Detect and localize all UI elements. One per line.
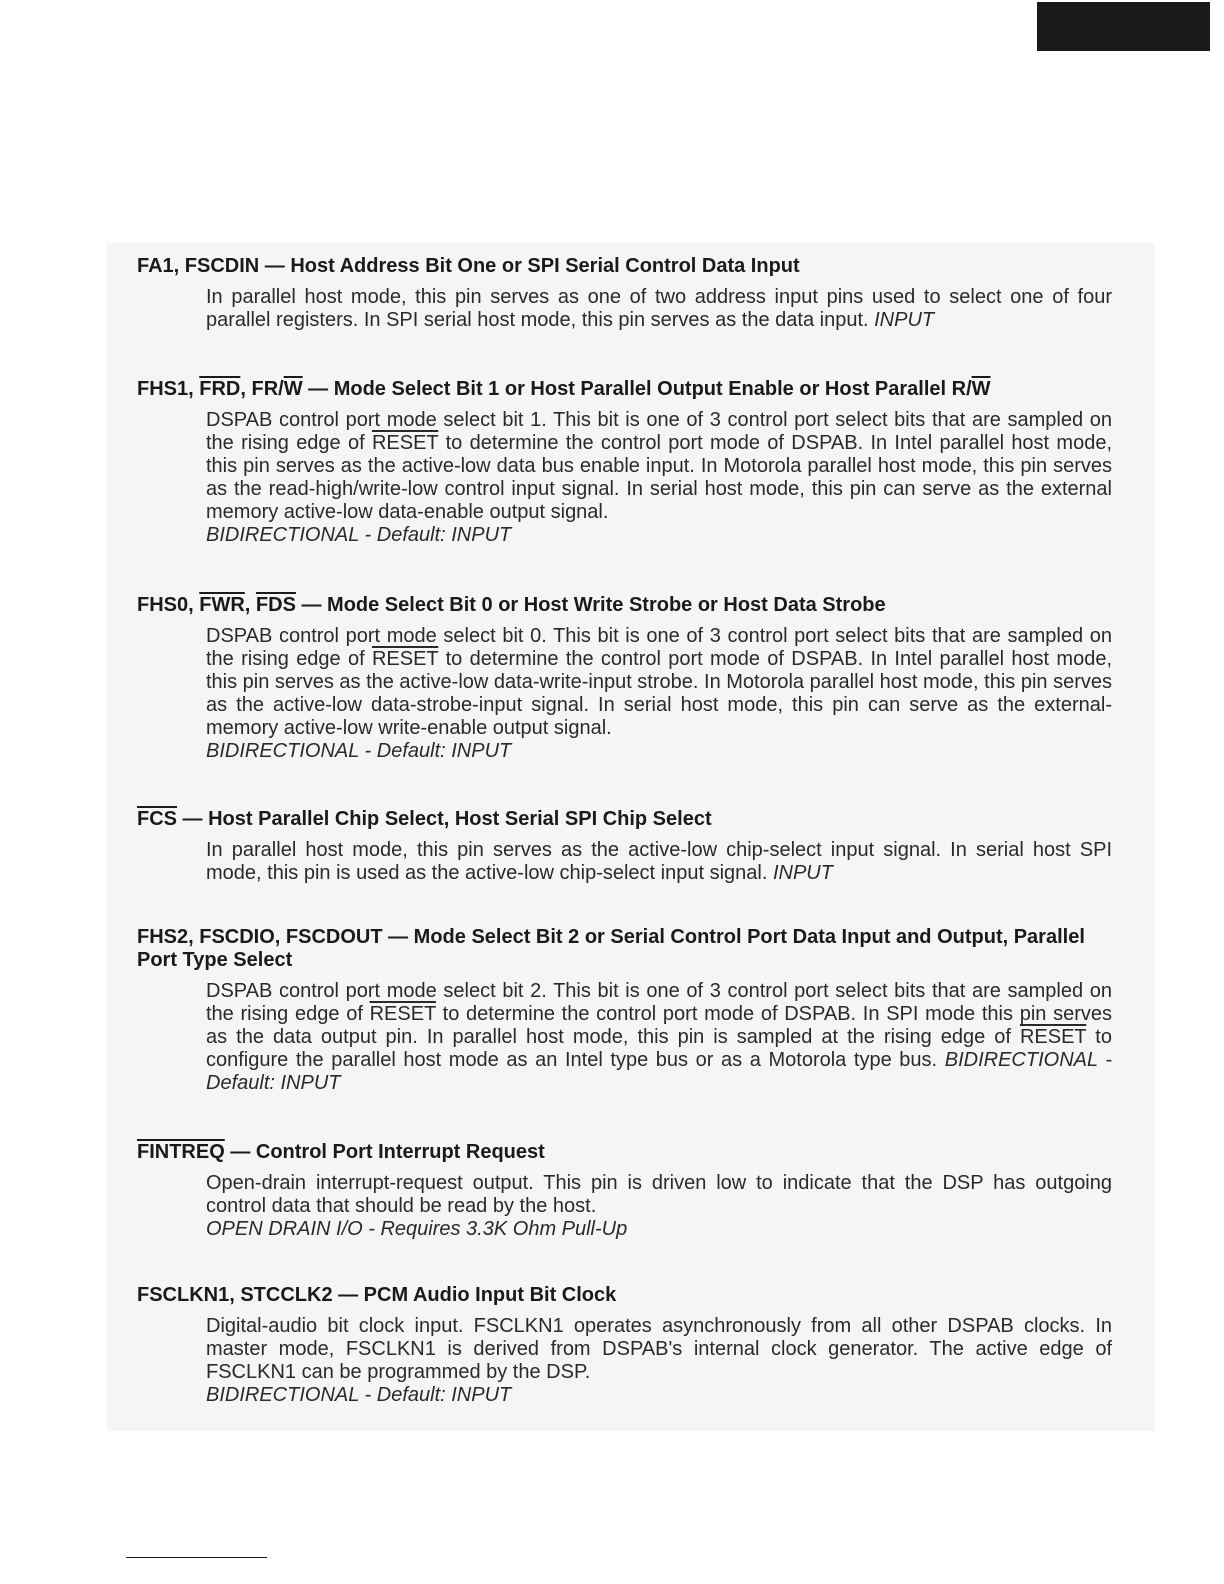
pin-heading-part: — Control Port Interrupt Request <box>224 1141 545 1163</box>
pin-description <box>206 409 1112 547</box>
pin-description <box>206 980 1112 1095</box>
pin-description-text: to determine the control port mode of DSPAB. In Intel parallel host mode, this pin serves as the active-low data bus enable input. In Motorola parallel host mode, this pin serves as the read-high/write-low control input signal. In serial host mode, this pin can serve as the external memory active-low data-enable output signal. <box>206 432 1112 523</box>
pin-heading-part: — Mode Select Bit 0 or Host Write Strobe or Host Data Strobe <box>295 594 886 616</box>
pin-heading-part: — Host Parallel Chip Select, Host Serial SPI Chip Select <box>177 808 712 830</box>
active-low-signal: W <box>283 378 303 400</box>
pin-entry-fintreq <box>137 1141 1112 1241</box>
pin-description-text: to configure the parallel host mode as an Intel type bus or as a Motorola type bus. <box>206 1026 1112 1071</box>
pin-description-text: In parallel host mode, this pin serves as one of two address input pins used to select one of four parallel registers. In SPI serial host mode, this pin serves as the data input. <box>206 286 1112 331</box>
active-low-signal: RESET <box>369 1003 436 1025</box>
pin-heading-part: — Mode Select Bit 1 or Host Parallel Output Enable or Host Parallel R/ <box>302 378 972 400</box>
pin-description-text: Digital-audio bit clock input. FSCLKN1 operates asynchronously from all other DSPAB clocks. In master mode, FSCLKN1 is derived from DSPAB's internal clock generator. The active edge of FSCLKN1 can be programmed by the DSP. <box>206 1315 1112 1383</box>
pin-type: INPUT <box>874 309 935 331</box>
active-low-signal: FRD <box>199 378 241 400</box>
pin-type: BIDIRECTIONAL - Default: INPUT <box>206 1384 512 1406</box>
pin-heading <box>137 378 1112 401</box>
pin-heading-part: FHS1, <box>137 378 200 400</box>
pin-entry-fsclkn1 <box>137 1284 1112 1407</box>
footnote-rule <box>126 1557 267 1558</box>
active-low-signal: FWR <box>199 594 245 616</box>
pin-type: BIDIRECTIONAL - Default: INPUT <box>206 524 512 546</box>
pin-heading <box>137 808 1112 831</box>
pin-heading <box>137 1141 1112 1164</box>
pin-description <box>206 286 1112 332</box>
pin-type: BIDIRECTIONAL - Default: INPUT <box>206 740 512 762</box>
active-low-signal: RESET <box>1019 1026 1087 1048</box>
pin-type: OPEN DRAIN I/O - Requires 3.3K Ohm Pull-Up <box>206 1218 628 1240</box>
pin-description-text: to determine the control port mode of DSPAB. In Intel parallel host mode, this pin serves as the active-low data-write-input strobe. In Motorola parallel host mode, this pin serves as the active-low data-strobe-input signal. In serial host mode, this pin can serve as the external-memory active-low write-enable output signal. <box>206 648 1112 739</box>
pin-description-text: DSPAB control port mode select bit 0. This bit is one of 3 control port select bits that are sampled on the rising edge of <box>206 625 1112 670</box>
active-low-signal: FDS <box>255 594 296 616</box>
pin-description-text: to determine the control port mode of DSPAB. In SPI mode this pin serves as the data output pin. In parallel host mode, this pin is sampled at the rising edge of <box>206 1003 1113 1048</box>
pin-entry-fhs0 <box>137 594 1112 763</box>
pin-type: INPUT <box>772 862 833 884</box>
active-low-signal: RESET <box>371 648 439 670</box>
pin-description-text: In parallel host mode, this pin serves as the active-low chip-select input signal. In serial host SPI mode, this pin is used as the active-low chip-select input signal. <box>206 839 1112 884</box>
pin-heading-part: FHS0, <box>137 594 200 616</box>
active-low-signal: FCS <box>137 808 177 830</box>
active-low-signal: RESET <box>371 432 439 454</box>
pin-entry-fhs2 <box>137 926 1112 1095</box>
pin-description <box>206 839 1112 885</box>
pin-heading: FA1, FSCDIN — Host Address Bit One or SPI Serial Control Data Input <box>137 255 800 277</box>
pin-heading-part: , FR/ <box>240 378 284 400</box>
pin-heading: FSCLKN1, STCCLK2 — PCM Audio Input Bit Clock <box>137 1284 617 1306</box>
pin-heading-part: , <box>244 594 256 616</box>
active-low-signal: W <box>971 378 991 400</box>
pin-heading <box>137 594 1112 617</box>
pin-description <box>206 625 1112 763</box>
page-corner-tab <box>1037 2 1210 51</box>
pin-description-text: Open-drain interrupt-request output. This pin is driven low to indicate that the DSP has outgoing control data that should be read by the host. <box>206 1172 1112 1217</box>
pin-entry-fa1 <box>137 255 1112 332</box>
pin-description-text: DSPAB control port mode select bit 1. This bit is one of 3 control port select bits that are sampled on the rising edge of <box>206 409 1112 454</box>
pin-type: BIDIRECTIONAL - Default: INPUT <box>206 1049 1112 1094</box>
pin-description <box>206 1172 1112 1241</box>
pin-entry-fcs <box>137 808 1112 885</box>
pin-entry-fhs1 <box>137 378 1112 547</box>
pin-heading: FHS2, FSCDIO, FSCDOUT — Mode Select Bit 2 or Serial Control Port Data Input and Output, Parallel Port Type Select <box>137 926 1085 971</box>
active-low-signal: FINTREQ <box>137 1141 225 1163</box>
pin-description <box>206 1315 1112 1407</box>
pin-description-text: DSPAB control port mode select bit 2. This bit is one of 3 control port select bits that are sampled on the rising edge of <box>206 980 1112 1025</box>
